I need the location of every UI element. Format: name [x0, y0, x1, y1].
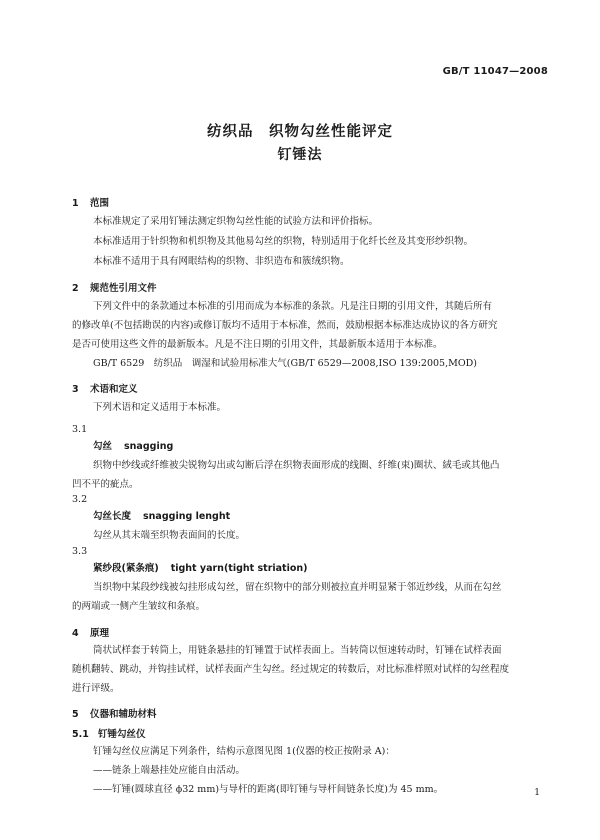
paragraph-line: 织物中纱线或纤维被尖锐物勾出或勾断后浮在织物表面形成的线圈、纤维(束)圈状、絨毛或其他凸	[93, 460, 500, 471]
term-en: snagging	[124, 441, 174, 452]
paragraph-line: 的修改单(不包括勘误的内容)或修订版均不适用于本标准，然而，鼓励根据本标准达成协议的各方研究	[72, 320, 498, 331]
list-item: ——链条上端悬挂处应能自由活动。	[93, 765, 246, 776]
paragraph-line: 下列术语和定义适用于本标准。	[93, 402, 227, 413]
paragraph-line: 筒状试样套于转筒上，用链条悬挂的钉锤置于试样表面上。当转筒以恒速转动时，钉锤在试样表面	[93, 645, 502, 656]
term-number: 3.3	[72, 546, 88, 557]
section-title: 规范性引用文件	[90, 283, 157, 294]
term-number: 3.2	[72, 494, 88, 505]
paragraph-line: 进行评级。	[72, 683, 120, 694]
term-zh: 勾丝长度	[93, 511, 132, 522]
paragraph-line: 当织物中某段纱线被勾挂形成勾丝，留在织物中的部分则被拉直并明显紧于邻近纱线，从而在勾丝	[93, 582, 502, 593]
term-number: 3.1	[72, 424, 88, 435]
document-title: 纺织品 织物勾丝性能评定	[207, 124, 393, 140]
reference-line: GB/T 6529 纺织品 调湿和试验用标准大气(GB/T 6529—2008,ISO 139:2005,MOD)	[93, 358, 477, 369]
section-number: 4	[72, 628, 79, 639]
term-en: snagging lenght	[143, 511, 231, 522]
term-zh: 紧纱段(紧条痕)	[93, 563, 159, 574]
paragraph-line: 的两端或一侧产生皱纹和条痕。	[72, 601, 206, 612]
section-3-heading	[72, 381, 138, 395]
section-number: 5.1	[72, 729, 89, 740]
section-number: 2	[72, 283, 79, 294]
subsection-5-1-heading	[72, 726, 146, 740]
section-5-heading	[72, 706, 157, 720]
document-subtitle: 钉锤法	[277, 147, 323, 163]
paragraph-line: 是否可使用这些文件的最新版本。凡是不注日期的引用文件，其最新版本适用于本标准。	[72, 339, 443, 350]
section-2-heading	[72, 280, 157, 294]
term-en: tight yarn(tight striation)	[170, 563, 308, 574]
section-number: 3	[72, 384, 79, 395]
section-1-heading	[72, 195, 109, 209]
paragraph-line: 本标准不适用于具有网眼结构的织物、非织造布和簇绒织物。	[93, 256, 350, 267]
section-title: 钉锤勾丝仪	[98, 729, 146, 740]
section-4-heading	[72, 625, 109, 639]
term-heading	[93, 441, 173, 453]
paragraph-line: 凹不平的疵点。	[72, 479, 139, 490]
section-title: 原理	[90, 628, 110, 639]
term-zh: 勾丝	[93, 441, 113, 452]
paragraph-line: 本标准适用于针织物和机织物及其他易勾丝的织物，特别适用于化纤长丝及其变形纱织物。	[93, 236, 474, 247]
page-number: 1	[534, 788, 540, 798]
section-number: 1	[72, 198, 79, 209]
section-title: 术语和定义	[90, 384, 138, 395]
paragraph-line: 勾丝从其末端至织物表面间的长度。	[93, 530, 246, 541]
term-heading	[93, 563, 307, 575]
section-number: 5	[72, 709, 79, 720]
term-heading	[93, 511, 230, 523]
list-item: ——钉锤(圆球直径 ϕ32 mm)与导杆的距离(即钉锤与导杆间链条长度)为 45 mm。	[93, 784, 444, 795]
paragraph-line: 本标准规定了采用钉锤法测定织物勾丝性能的试验方法和评价指标。	[93, 216, 379, 227]
section-title: 范围	[90, 198, 110, 209]
paragraph-line: 下列文件中的条款通过本标准的引用而成为本标准的条款。凡是注日期的引用文件，其随后所有	[93, 301, 493, 312]
section-title: 仪器和辅助材料	[90, 709, 157, 720]
paragraph-line: 钉锤勾丝仪应满足下列条件，结构示意图见图 1(仪器的校正按附录 A)：	[93, 746, 395, 757]
paragraph-line: 随机翻转、跳动，并钩挂试样，试样表面产生勾丝。经过规定的转数后，对比标准样照对试样的勾丝程度	[72, 664, 510, 675]
standard-code: GB/T 11047—2008	[442, 66, 548, 77]
